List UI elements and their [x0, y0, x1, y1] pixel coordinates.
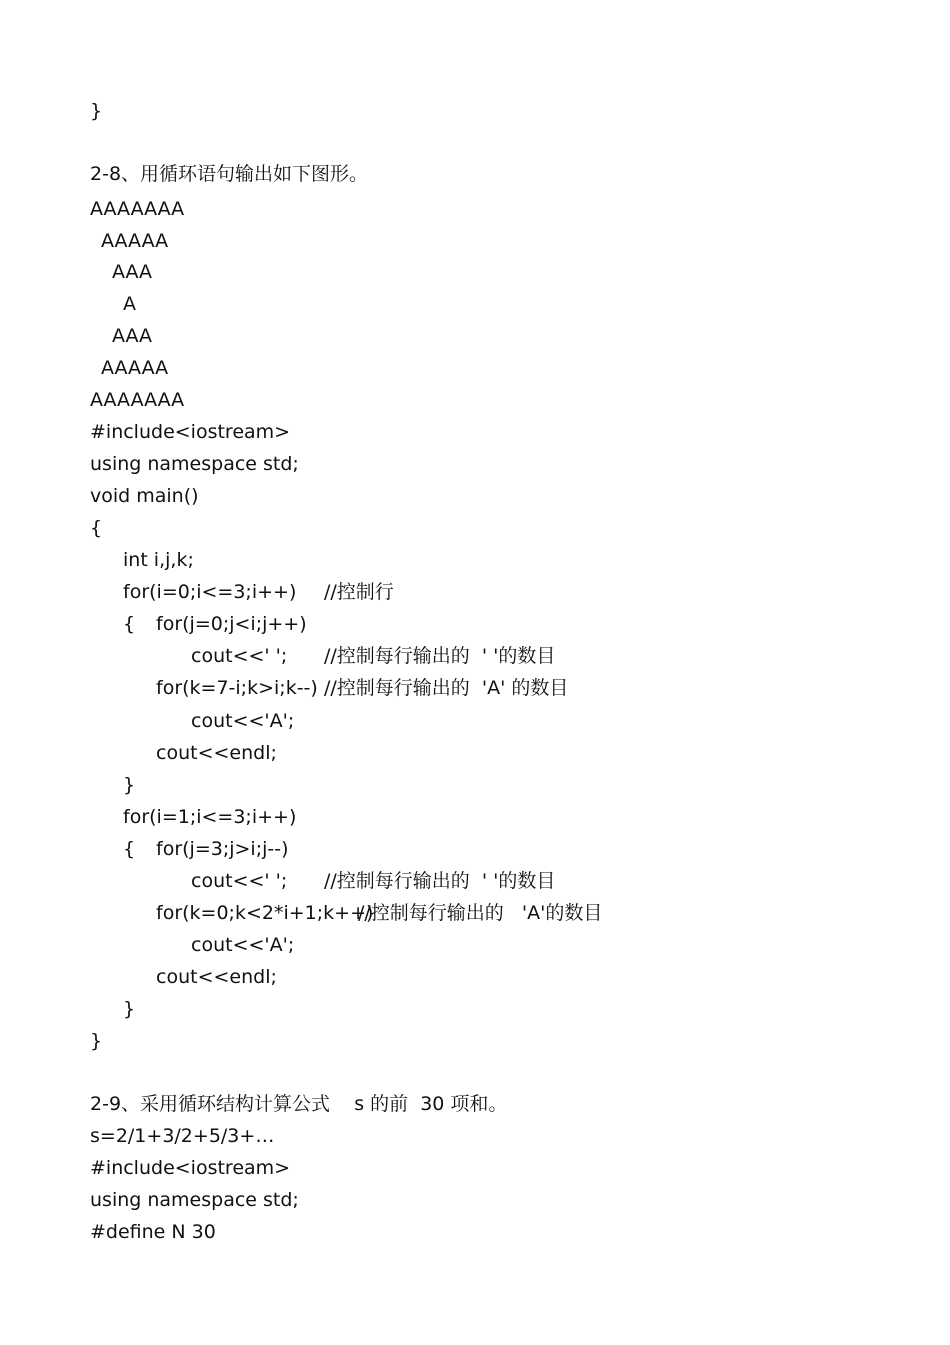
code-line: { [90, 517, 103, 539]
code-line: { [123, 613, 136, 635]
code-comment: //控制每行输出的 ' '的数目 [324, 645, 556, 667]
code-line: cout<<'A'; [191, 710, 295, 732]
pattern-line: AAAAA [101, 357, 169, 379]
code-line: } [123, 774, 136, 796]
code-line: for(i=1;i<=3;i++) [123, 806, 297, 828]
code-line: #include<iostream> [90, 421, 291, 443]
code-line: cout<<' '; [191, 870, 288, 892]
section-2-9-heading: 2-9、采用循环结构计算公式 s 的前 30 项和。 [90, 1093, 508, 1115]
code-line: using namespace std; [90, 453, 299, 475]
pattern-line: AAAAAAA [90, 198, 185, 220]
code-line: for(i=0;i<=3;i++) [123, 581, 297, 603]
code-line: { [123, 838, 136, 860]
pattern-line: A [123, 293, 136, 315]
closing-brace-top: } [90, 100, 103, 122]
pattern-line: AAA [112, 325, 153, 347]
code-comment: //控制行 [324, 581, 394, 603]
code-comment: //控制每行输出的 ' '的数目 [324, 870, 556, 892]
code-line: cout<<' '; [191, 645, 288, 667]
code-comment: //控制每行输出的 'A'的数目 [358, 902, 603, 924]
code-line: for(j=3;j>i;j--) [156, 838, 289, 860]
code-line: for(j=0;j<i;j++) [156, 613, 307, 635]
code-line: for(k=0;k<2*i+1;k++) [156, 902, 374, 924]
pattern-line: AAA [112, 261, 153, 283]
code-line: } [123, 998, 136, 1020]
code-line: using namespace std; [90, 1189, 299, 1211]
section-2-8-heading: 2-8、用循环语句输出如下图形。 [90, 163, 369, 185]
pattern-line: AAAAAAA [90, 389, 185, 411]
code-comment: //控制每行输出的 'A' 的数目 [324, 677, 569, 699]
code-line: #include<iostream> [90, 1157, 291, 1179]
code-line: } [90, 1030, 103, 1052]
formula-line: s=2/1+3/2+5/3+… [90, 1125, 275, 1147]
code-line: cout<<endl; [156, 742, 277, 764]
code-line: #define N 30 [90, 1221, 216, 1243]
code-line: cout<<endl; [156, 966, 277, 988]
pattern-line: AAAAA [101, 230, 169, 252]
code-line: void main() [90, 485, 199, 507]
code-line: int i,j,k; [123, 549, 194, 571]
code-line: for(k=7-i;k>i;k--) [156, 677, 318, 699]
code-line: cout<<'A'; [191, 934, 295, 956]
